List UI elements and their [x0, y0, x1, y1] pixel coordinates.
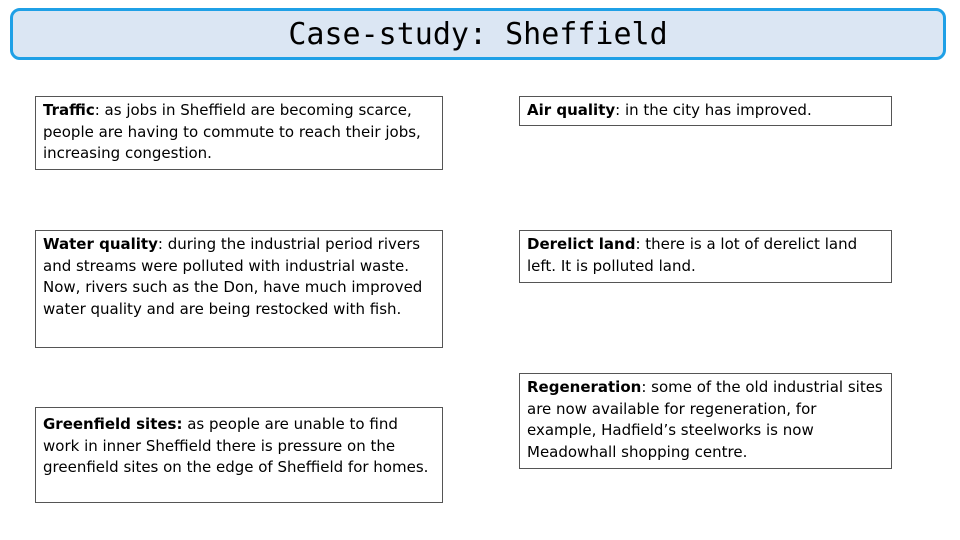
greenfield-text: as people are unable to find work in inner Sheffield there is pressure on the greenfield sites on the edge of Sheffield for homes. [43, 415, 429, 476]
derelict-land-text: : there is a lot of derelict land left. It is polluted land. [527, 235, 858, 275]
traffic-card [35, 96, 443, 170]
greenfield-card [35, 407, 443, 503]
air-quality-card [519, 96, 892, 126]
derelict-land-heading: Derelict land [527, 235, 636, 253]
water-quality-heading: Water quality [43, 235, 158, 253]
air-quality-text: : in the city has improved. [615, 101, 812, 119]
traffic-text: : as jobs in Sheffield are becoming scarce, people are having to commute to reach their jobs, increasing congestion. [43, 101, 421, 162]
air-quality-heading: Air quality [527, 101, 616, 119]
regeneration-card [519, 373, 892, 469]
title-banner [10, 8, 946, 60]
regeneration-heading: Regeneration [527, 378, 642, 396]
water-quality-text: : during the industrial period rivers and streams were polluted with industrial waste. Now, rivers such as the Don, have much improved water quality and are being restocked with fish. [43, 235, 423, 318]
page-title: Case-study: Sheffield [288, 16, 668, 52]
greenfield-heading: Greenfield sites: [43, 415, 183, 433]
regeneration-text: : some of the old industrial sites are now available for regeneration, for example, Hadfield’s steelworks is now Meadowhall shopping centre. [527, 378, 883, 461]
traffic-heading: Traffic [43, 101, 95, 119]
water-quality-card [35, 230, 443, 348]
derelict-land-card [519, 230, 892, 283]
